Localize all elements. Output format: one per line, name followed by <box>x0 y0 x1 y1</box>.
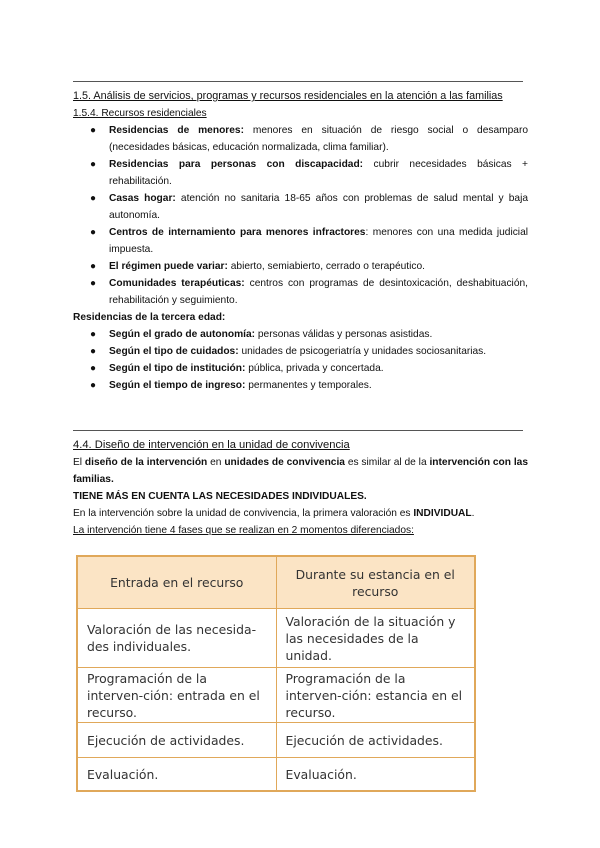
top-divider <box>73 81 523 82</box>
table-cell: Evaluación. <box>77 758 276 792</box>
list-item: ● Según el grado de autonomía: personas válidas y personas asistidas. <box>73 326 528 343</box>
bullet-icon: ● <box>90 346 97 357</box>
residential-list <box>73 122 528 309</box>
table-row <box>77 723 475 758</box>
list-item: ● Residencias de menores: menores en situación de riesgo social o desamparo (necesidades básicas, educación normalizada, clima familiar). <box>73 122 528 156</box>
list-item: ● Casas hogar: atención no sanitaria 18-65 años con problemas de salud mental y baja autonomía. <box>73 190 528 224</box>
subheading-1-5-4: 1.5.4. Recursos residenciales <box>73 108 207 119</box>
list-item: ● Según el tipo de institución: pública, privada y concertada. <box>73 360 528 377</box>
list-item: ● Según el tipo de cuidados: unidades de psicogeriatría y unidades sociosanitarias. <box>73 343 528 360</box>
table-header-estancia: Durante su estancia en el recurso <box>276 556 475 609</box>
list-item: ● Según el tiempo de ingreso: permanentes y temporales. <box>73 377 528 394</box>
intro-paragraph: El diseño de la intervención en unidades de convivencia es similar al de la intervención con las familias. <box>73 457 529 485</box>
section-heading-4-4: 4.4. Diseño de intervención en la unidad de convivencia <box>73 439 350 451</box>
list-item: ● Residencias para personas con discapacidad: cubrir necesidades básicas + rehabilitación. <box>73 156 528 190</box>
bullet-icon: ● <box>90 329 97 340</box>
bullet-icon: ● <box>90 193 97 204</box>
table-cell: Programación de la interven-ción: entrada en el recurso. <box>77 668 276 723</box>
list-item: ● Centros de internamiento para menores infractores: menores con una medida judicial impuesta. <box>73 224 528 258</box>
table-row <box>77 758 475 792</box>
phases-intro: La intervención tiene 4 fases que se realizan en 2 momentos diferenciados: <box>73 525 414 536</box>
table-header-entrada: Entrada en el recurso <box>77 556 276 609</box>
list-item: ● Comunidades terapéuticas: centros con programas de desintoxicación, deshabituación, rehabilitación y seguimiento. <box>73 275 528 309</box>
valoracion-paragraph: En la intervención sobre la unidad de convivencia, la primera valoración es INDIVIDUAL. <box>73 508 475 519</box>
bullet-icon: ● <box>90 159 97 170</box>
section-convivencia <box>73 437 528 539</box>
table-cell: Ejecución de actividades. <box>77 723 276 758</box>
table-row <box>77 668 475 723</box>
section-residential <box>73 88 528 394</box>
caps-statement: TIENE MÁS EN CUENTA LAS NECESIDADES INDIVIDUALES. <box>73 491 367 502</box>
bullet-icon: ● <box>90 363 97 374</box>
bullet-icon: ● <box>90 261 97 272</box>
table-row <box>77 609 475 668</box>
table-cell: Valoración de las necesida-des individuales. <box>77 609 276 668</box>
table-cell: Valoración de la situación y las necesidades de la unidad. <box>276 609 475 668</box>
bullet-icon: ● <box>90 125 97 136</box>
bullet-icon: ● <box>90 278 97 289</box>
bullet-icon: ● <box>90 227 97 238</box>
section-heading-1-5: 1.5. Análisis de servicios, programas y recursos residenciales en la atención a las familias <box>73 90 503 102</box>
table-cell: Evaluación. <box>276 758 475 792</box>
tercera-edad-list <box>73 326 528 394</box>
tercera-edad-label: Residencias de la tercera edad: <box>73 312 226 323</box>
phases-table <box>76 555 476 792</box>
middle-divider <box>73 430 523 431</box>
table-cell: Programación de la interven-ción: estancia en el recurso. <box>276 668 475 723</box>
list-item: ● El régimen puede variar: abierto, semiabierto, cerrado o terapéutico. <box>73 258 528 275</box>
table-header-row <box>77 556 475 609</box>
table-cell: Ejecución de actividades. <box>276 723 475 758</box>
bullet-icon: ● <box>90 380 97 391</box>
